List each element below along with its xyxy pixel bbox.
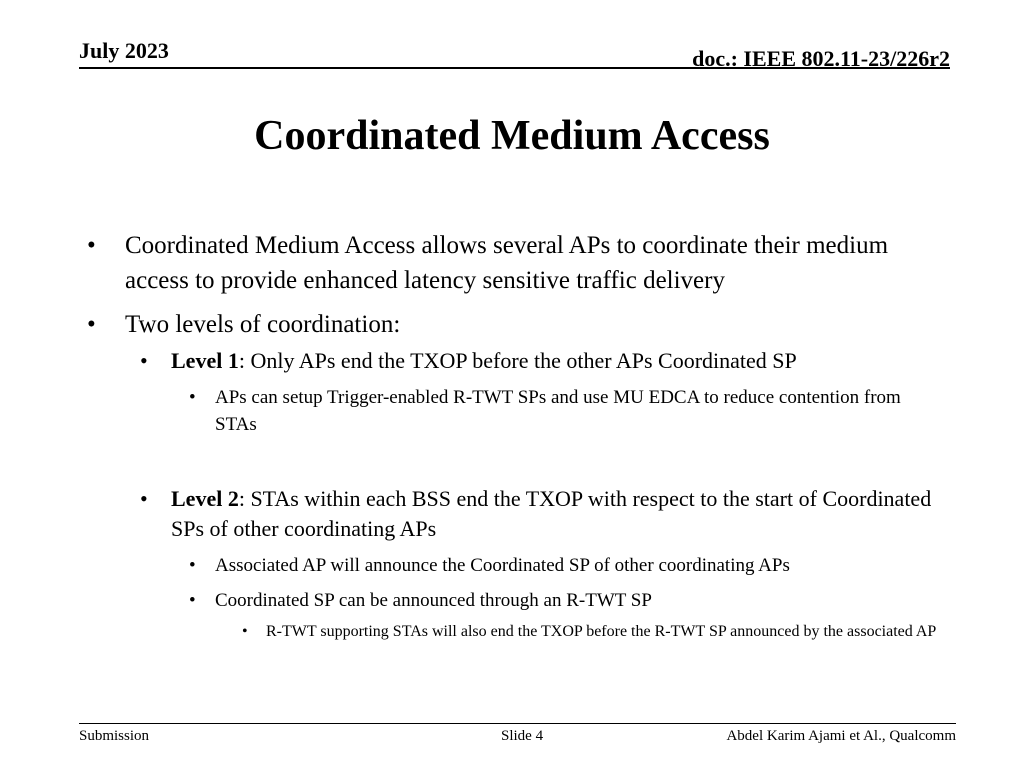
bullet-glyph: • xyxy=(87,232,96,259)
bullet-glyph: • xyxy=(242,623,248,640)
footer-submission: Submission xyxy=(79,728,150,744)
bullet-level-2 xyxy=(171,484,951,544)
bullet-level-2-sub-1: Associated AP will announce the Coordinated SP of other coordinating APs xyxy=(215,555,790,576)
bullet-level-1-sub: APs can setup Trigger-enabled R-TWT SPs and use MU EDCA to reduce contention from STAs xyxy=(215,387,901,435)
header-date: July 2023 xyxy=(79,38,169,63)
level-1-label: Level 1 xyxy=(171,348,239,373)
footer-slide-number: Slide 4 xyxy=(501,728,544,744)
header-doc-id: doc.: IEEE 802.11-23/226r2 xyxy=(692,46,950,71)
header-rule xyxy=(79,67,950,69)
level-2-label: Level 2 xyxy=(171,486,239,511)
bullet-glyph: • xyxy=(140,486,148,511)
footer-author: Abdel Karim Ajami et Al., Qualcomm xyxy=(726,728,956,744)
bullet-two-levels: Two levels of coordination: xyxy=(125,311,401,338)
slide-title: Coordinated Medium Access xyxy=(254,113,770,159)
bullet-level-1 xyxy=(171,346,951,376)
level-2-text: : STAs within each BSS end the TXOP with respect to the start of Coordinated SPs of other coordinating APs xyxy=(171,486,932,541)
level-1-text: : Only APs end the TXOP before the other APs Coordinated SP xyxy=(238,348,797,373)
bullet-glyph: • xyxy=(189,590,196,611)
bullet-coordinated-medium-access: Coordinated Medium Access allows several APs to coordinate their medium access to provide enhanced latency sensitive traffic delivery xyxy=(125,232,889,294)
bullet-glyph: • xyxy=(140,348,148,373)
bullet-level-2-sub-2-sub: R-TWT supporting STAs will also end the TXOP before the R-TWT SP announced by the associated AP xyxy=(266,623,937,640)
footer-rule xyxy=(79,723,956,724)
bullet-glyph: • xyxy=(189,387,196,408)
bullet-glyph: • xyxy=(189,555,196,576)
bullet-level-2-sub-2: Coordinated SP can be announced through an R-TWT SP xyxy=(215,590,652,611)
bullet-glyph: • xyxy=(87,311,96,338)
